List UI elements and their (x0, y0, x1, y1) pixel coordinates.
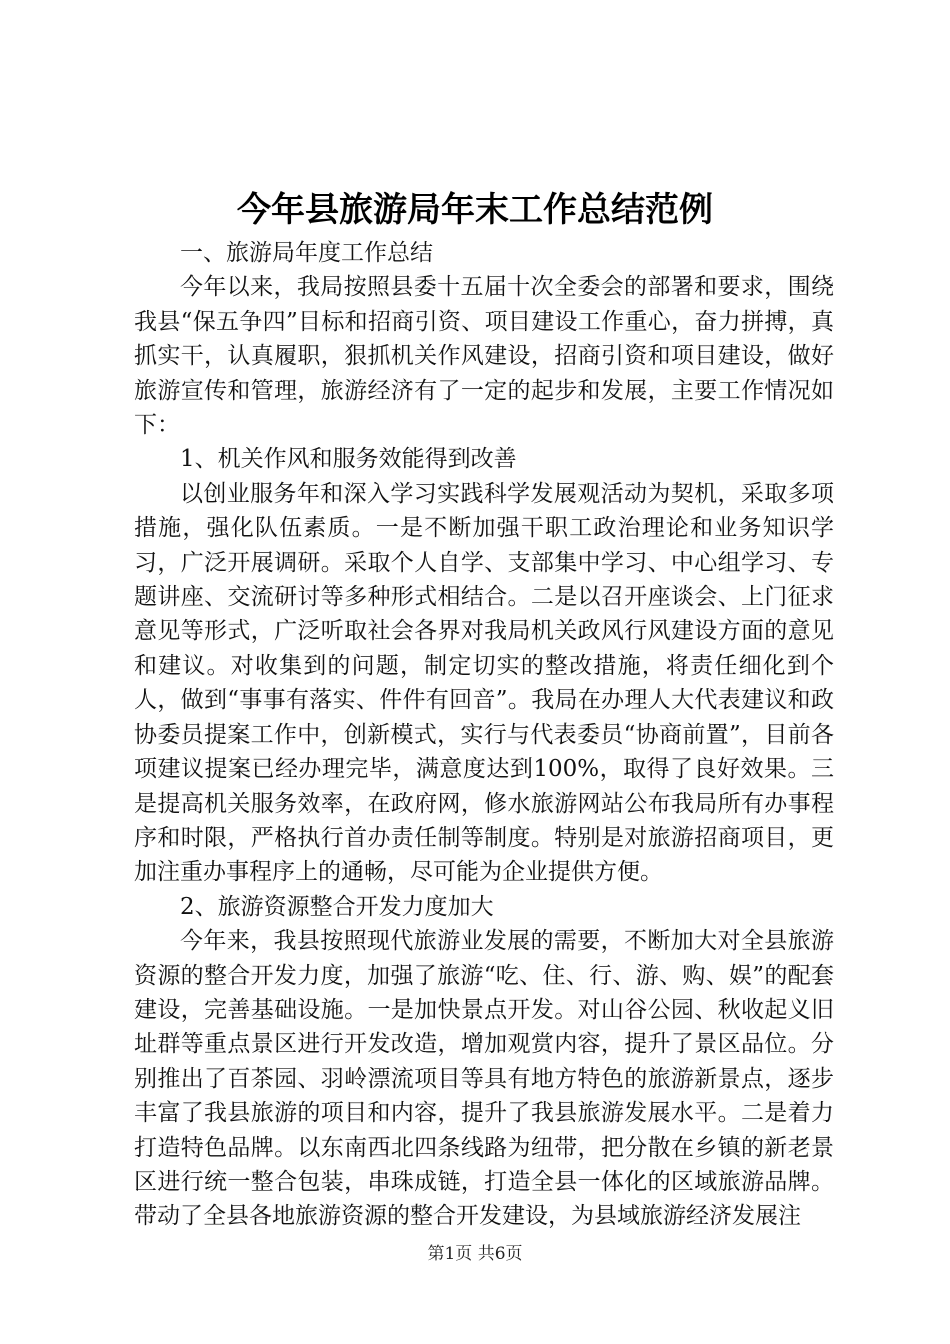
document-body (134, 236, 834, 1234)
body-paragraph: 以创业服务年和深入学习实践科学发展观活动为契机，采取多项措施，强化队伍素质。一是不断加强干职工政治理论和业务知识学习，广泛开展调研。采取个人自学、支部集中学习、中心组学习、专题讲座、交流研讨等多种形式相结合。二是以召开座谈会、上门征求意见等形式，广泛听取社会各界对我局机关政风行风建设方面的意见和建议。对收集到的问题，制定切实的整改措施，将责任细化到个人，做到“事事有落实、件件有回音”。我局在办理人大代表建议和政协委员提案工作中，创新模式，实行与代表委员“协商前置”，目前各项建议提案已经办理完毕，满意度达到100%，取得了良好效果。三是提高机关服务效率，在政府网，修水旅游网站公布我局所有办事程序和时限，严格执行首办责任制等制度。特别是对旅游招商项目，更加注重办事程序上的通畅，尽可能为企业提供方便。 (134, 480, 834, 886)
page-footer: 第1页 共6页 (427, 1244, 523, 1264)
section-heading: 一、旅游局年度工作总结 (180, 240, 433, 266)
body-paragraph: 今年来，我县按照现代旅游业发展的需要，不断加大对全县旅游资源的整合开发力度，加强了旅游“吃、住、行、游、购、娱”的配套建设，完善基础设施。一是加快景点开发。对山谷公园、秋收起义旧址群等重点景区进行开发改造，增加观赏内容，提升了景区品位。分别推出了百茶园、羽岭漂流项目等具有地方特色的旅游新景点，逐步丰富了我县旅游的项目和内容，提升了我县旅游发展水平。二是着力打造特色品牌。以东南西北四条线路为纽带，把分散在乡镇的新老景区进行统一整合包装，串珠成链，打造全县一体化的区域旅游品牌。带动了全县各地旅游资源的整合开发建设，为县域旅游经济发展注 (134, 928, 834, 1230)
subsection-heading: 1、机关作风和服务效能得到改善 (180, 446, 517, 473)
subsection-heading: 2、旅游资源整合开发力度加大 (180, 893, 494, 920)
document-title: 今年县旅游局年末工作总结范例 (237, 190, 713, 230)
body-paragraph: 今年以来，我局按照县委十五届十次全委会的部署和要求，围绕我县“保五争四”目标和招商引资、项目建设工作重心，奋力拼搏，真抓实干，认真履职，狠抓机关作风建设，招商引资和项目建设，做好旅游宣传和管理，旅游经济有了一定的起步和发展，主要工作情况如下： (134, 274, 834, 439)
